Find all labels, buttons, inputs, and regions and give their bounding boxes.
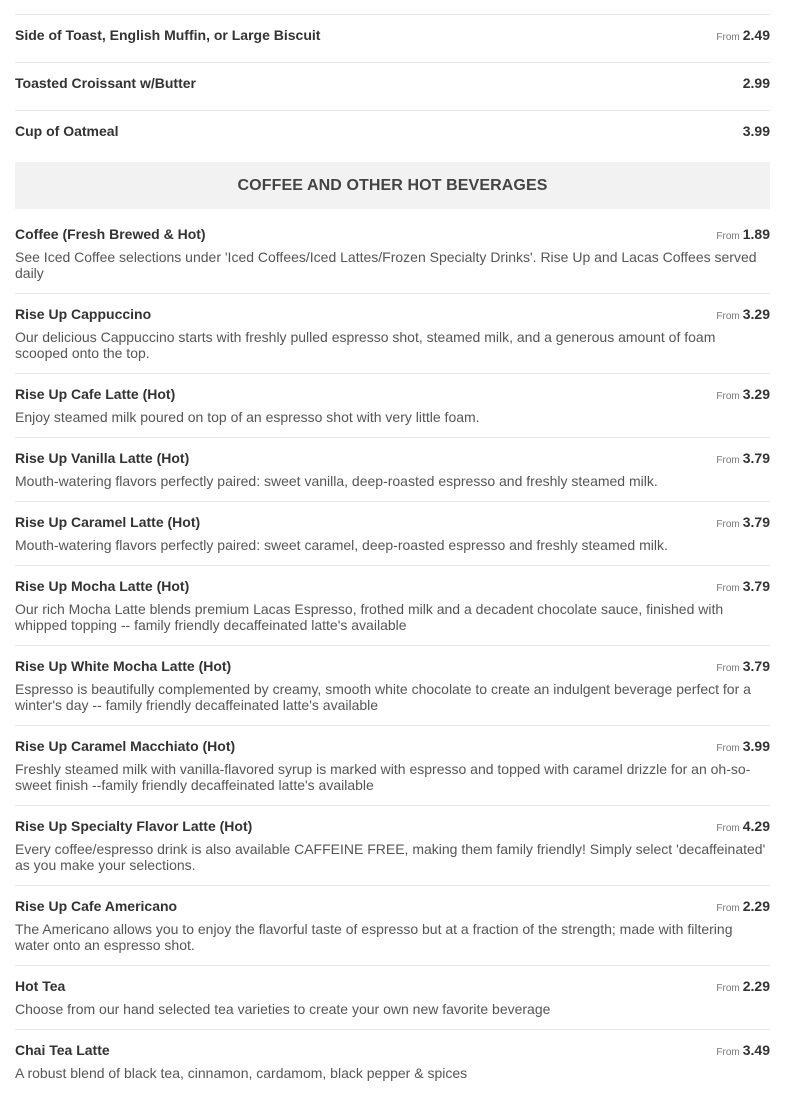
item-price bbox=[740, 75, 770, 94]
item-price bbox=[716, 27, 770, 46]
item-description: See Iced Coffee selections under 'Iced Coffees/Iced Lattes/Frozen Specialty Drinks'. Rise Up and Lacas Coffees served daily bbox=[15, 249, 757, 281]
menu-item[interactable] bbox=[15, 209, 770, 293]
item-description: Choose from our hand selected tea varieties to create your own new favorite beverage bbox=[15, 1001, 551, 1017]
item-name[interactable]: Coffee (Fresh Brewed & Hot) bbox=[15, 226, 206, 242]
menu-item[interactable] bbox=[15, 885, 770, 965]
menu-item[interactable] bbox=[15, 965, 770, 1029]
price-value: 3.79 bbox=[742, 578, 770, 594]
item-name[interactable]: Side of Toast, English Muffin, or Large Biscuit bbox=[15, 27, 321, 43]
item-name[interactable]: Rise Up Cafe Latte (Hot) bbox=[15, 386, 176, 402]
item-price bbox=[716, 978, 770, 997]
price-from-label: From bbox=[716, 743, 740, 754]
price-from-label: From bbox=[716, 311, 740, 322]
item-price bbox=[716, 738, 770, 757]
item-price bbox=[716, 578, 770, 597]
price-from-label: From bbox=[716, 903, 740, 914]
item-name[interactable]: Rise Up Specialty Flavor Latte (Hot) bbox=[15, 818, 253, 834]
item-price bbox=[716, 226, 770, 245]
item-price bbox=[716, 818, 770, 837]
item-price bbox=[740, 123, 770, 142]
price-value: 3.49 bbox=[742, 1042, 770, 1058]
price-from-label: From bbox=[716, 583, 740, 594]
price-from-label: From bbox=[716, 519, 740, 530]
price-value: 1.89 bbox=[742, 226, 770, 242]
item-description: Mouth-watering flavors perfectly paired: sweet vanilla, deep-roasted espresso and freshly steamed milk. bbox=[15, 473, 658, 489]
item-description: A robust blend of black tea, cinnamon, cardamom, black pepper & spices bbox=[15, 1065, 468, 1081]
menu-list bbox=[15, 0, 770, 1093]
item-price bbox=[716, 450, 770, 469]
price-value: 3.99 bbox=[742, 738, 770, 754]
item-description: Espresso is beautifully complemented by creamy, smooth white chocolate to create an indulgent beverage perfect for a winter's day -- family friendly decaffeinated latte's available bbox=[15, 681, 751, 713]
price-value: 3.29 bbox=[742, 306, 770, 322]
menu-item[interactable] bbox=[15, 805, 770, 885]
price-value: 3.79 bbox=[742, 658, 770, 674]
price-value: 3.99 bbox=[742, 123, 770, 139]
item-price bbox=[716, 306, 770, 325]
price-from-label: From bbox=[716, 455, 740, 466]
price-from-label: From bbox=[716, 32, 740, 43]
price-from-label: From bbox=[716, 983, 740, 994]
item-description: Our delicious Cappuccino starts with freshly pulled espresso shot, steamed milk, and a generous amount of foam scooped onto the top. bbox=[15, 329, 716, 361]
price-from-label: From bbox=[716, 823, 740, 834]
section-header: COFFEE AND OTHER HOT BEVERAGES bbox=[15, 162, 770, 209]
price-value: 3.29 bbox=[742, 386, 770, 402]
item-description: The Americano allows you to enjoy the flavorful taste of espresso but at a fraction of the strength; made with filtering water onto an espresso shot. bbox=[15, 921, 733, 953]
price-from-label: From bbox=[716, 663, 740, 674]
item-price bbox=[716, 1042, 770, 1061]
item-name[interactable]: Rise Up Cappuccino bbox=[15, 306, 152, 322]
item-price bbox=[716, 514, 770, 533]
price-value: 3.79 bbox=[742, 450, 770, 466]
item-name[interactable]: Hot Tea bbox=[15, 978, 66, 994]
menu-item[interactable] bbox=[15, 565, 770, 645]
price-value: 2.29 bbox=[742, 898, 770, 914]
price-value: 2.99 bbox=[742, 75, 770, 91]
item-name[interactable]: Rise Up Caramel Macchiato (Hot) bbox=[15, 738, 236, 754]
menu-item[interactable] bbox=[15, 373, 770, 437]
menu-item[interactable] bbox=[15, 645, 770, 725]
menu-item[interactable] bbox=[15, 501, 770, 565]
item-description: Mouth-watering flavors perfectly paired: sweet caramel, deep-roasted espresso and freshly steamed milk. bbox=[15, 537, 668, 553]
price-from-label: From bbox=[716, 231, 740, 242]
menu-item[interactable] bbox=[15, 110, 770, 158]
item-name[interactable]: Rise Up Caramel Latte (Hot) bbox=[15, 514, 201, 530]
price-value: 4.29 bbox=[742, 818, 770, 834]
item-price bbox=[716, 386, 770, 405]
item-price bbox=[716, 658, 770, 677]
item-name[interactable]: Rise Up Mocha Latte (Hot) bbox=[15, 578, 190, 594]
menu-item[interactable] bbox=[15, 14, 770, 62]
menu-item[interactable] bbox=[15, 62, 770, 110]
price-value: 2.49 bbox=[742, 27, 770, 43]
menu-item[interactable] bbox=[15, 437, 770, 501]
item-name[interactable]: Cup of Oatmeal bbox=[15, 123, 119, 139]
price-from-label: From bbox=[716, 391, 740, 402]
menu-item[interactable] bbox=[15, 293, 770, 373]
item-name[interactable]: Chai Tea Latte bbox=[15, 1042, 110, 1058]
price-value: 2.29 bbox=[742, 978, 770, 994]
item-description: Freshly steamed milk with vanilla-flavored syrup is marked with espresso and topped with caramel drizzle for an oh-so-sweet finish --family friendly decaffeinated latte's available bbox=[15, 761, 751, 793]
item-description: Enjoy steamed milk poured on top of an espresso shot with very little foam. bbox=[15, 409, 480, 425]
item-price bbox=[716, 898, 770, 917]
item-description: Our rich Mocha Latte blends premium Lacas Espresso, frothed milk and a decadent chocolate sauce, finished with whipped topping -- family friendly decaffeinated latte's available bbox=[15, 601, 724, 633]
menu-item[interactable] bbox=[15, 725, 770, 805]
price-value: 3.79 bbox=[742, 514, 770, 530]
item-name[interactable]: Rise Up White Mocha Latte (Hot) bbox=[15, 658, 232, 674]
item-name[interactable]: Toasted Croissant w/Butter bbox=[15, 75, 196, 91]
item-name[interactable]: Rise Up Cafe Americano bbox=[15, 898, 178, 914]
menu-item[interactable] bbox=[15, 1029, 770, 1093]
price-from-label: From bbox=[716, 1047, 740, 1058]
item-name[interactable]: Rise Up Vanilla Latte (Hot) bbox=[15, 450, 190, 466]
item-description: Every coffee/espresso drink is also available CAFFEINE FREE, making them family friendly! Simply select 'decaffeinated' as you make your selections. bbox=[15, 841, 766, 873]
